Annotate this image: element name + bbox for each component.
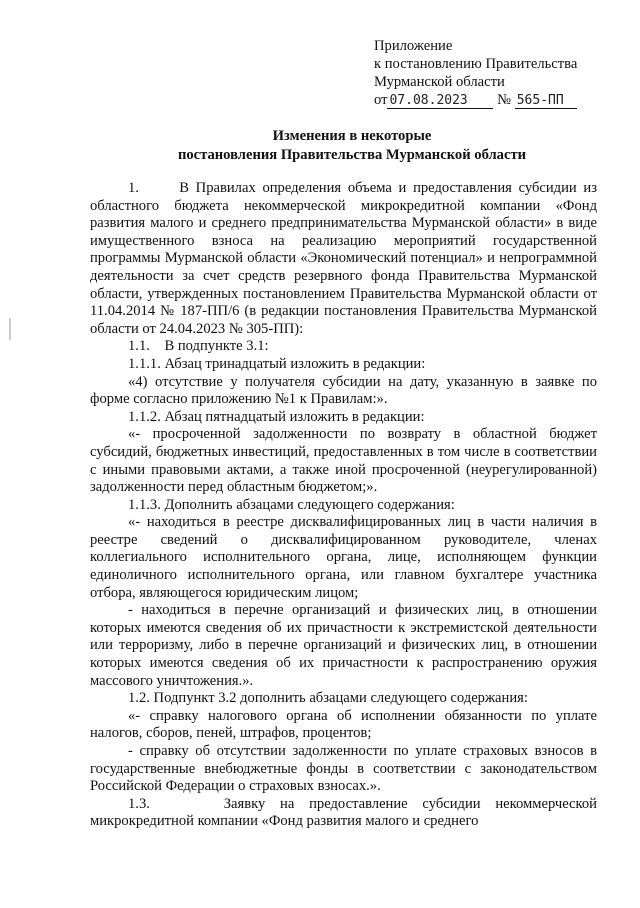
annex-line-1: Приложение <box>374 38 453 54</box>
annex-line-2: к постановлению Правительства <box>374 56 578 72</box>
paragraph: 1.1.1. Абзац тринадцатый изложить в редакции: <box>128 355 426 372</box>
paragraph: 1. В Правилах определения объема и предоставления субсидии из областного бюджета некоммерческой микрокредитной компании «Фонд развития малого и среднего предпринимательства Мурманской области» в виде имущественного взноса на реализацию мероприятий государственной программы Мурманской области «Экономический потенциал» и непрограммной деятельности за счет средств резервного фонда Правительства Мурманской области, утвержденных постановлением Правительства Мурманской области от 11.04.2014 № 187-ПП/6 (в редакции постановления Правительства Мурманской области от 24.04.2023 № 305-ПП): <box>90 180 597 337</box>
paragraph: 1.1.2. Абзац пятнадцатый изложить в редакции: <box>128 408 425 425</box>
document-title <box>90 127 614 165</box>
paragraph: «4) отсутствие у получателя субсидии на дату, указанную в заявке по форме согласно приложению №1 к Правилам:». <box>90 373 597 408</box>
paragraph: «- просроченной задолженности по возврату в областной бюджет субсидий, бюджетных инвестиций, предоставленных в том числе в соответствии с иными правовыми актами, а также иной просроченной (неурегулированной) задолженности перед областным бюджетом;». <box>90 426 597 496</box>
annex-number-label: № <box>497 92 512 108</box>
annex-line-3: Мурманской области <box>374 74 505 90</box>
paragraph: 1.2. Подпункт 3.2 дополнить абзацами следующего содержания: <box>128 690 528 707</box>
paragraph: 1.3. Заявку на предоставление субсидии некоммерческой микрокредитной компании «Фонд развития малого и среднего <box>90 795 597 830</box>
paragraph: «- справку налогового органа об исполнении обязанности по уплате налогов, сборов, пеней, штрафов, процентов; <box>90 707 597 742</box>
annex-from-label: от <box>374 92 388 108</box>
annex-number: 565-ПП <box>515 93 577 109</box>
paragraph: «- находиться в реестре дисквалифицированных лиц в части наличия в реестре сведений о дисквалифицированном руководителе, членах коллегиального исполнительного органа, лице, исполняющем функции единоличного исполнительного органа, или главном бухгалтере участника отбора, являющегося юридическим лицом; <box>90 514 597 601</box>
paragraph: 1.1. В подпункте 3.1: <box>128 338 269 355</box>
annex-date-line <box>374 91 577 109</box>
scan-edge-mark <box>9 318 11 340</box>
annex-date: 07.08.2023 <box>387 93 493 109</box>
title-line-2: постановления Правительства Мурманской области <box>177 147 527 163</box>
paragraph: - находиться в перечне организаций и физических лиц, в отношении которых имеются сведения об их причастности к экстремистской деятельности или терроризму, либо в перечне организаций и физических лиц, в отношении которых имеются сведения об их причастности к распространению оружия массового уничтожения.». <box>90 602 597 689</box>
paragraph: 1.1.3. Дополнить абзацами следующего содержания: <box>128 496 455 513</box>
paragraph: - справку об отсутствии задолженности по уплате страховых взносов в государственные внебюджетные фонды в соответствии с законодательством Российской Федерации о страховых взносах.». <box>90 743 597 795</box>
title-line-1: Изменения в некоторые <box>272 128 432 144</box>
document-body <box>90 180 597 831</box>
annex-header <box>374 37 577 109</box>
